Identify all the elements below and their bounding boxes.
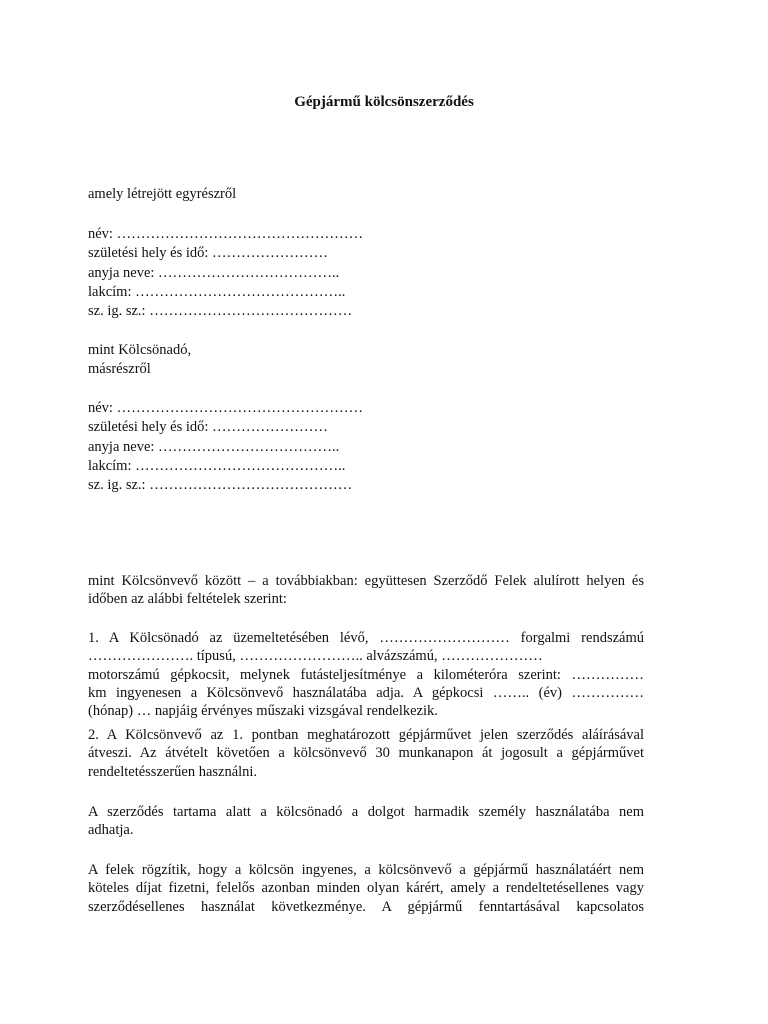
lender-address-field: lakcím: …………………………………….. [88,284,346,300]
lender-mother-field: anyja neve: ……………………………….. [88,265,340,281]
clause-1 [88,629,644,720]
lender-id-field: sz. ig. sz.: …………………………………… [88,303,353,319]
free-loan-line: szerződésellenes használat következménye. A gépjármű fenntartásával kapcsolatos [88,898,644,915]
parties-paragraph [88,572,644,609]
lender-name-field: név: …………………………………………… [88,226,364,242]
clause-2-line: átveszi. Az átvételt követően a kölcsönvevő 30 munkanapon át jogosult a gépjárművet [88,745,644,762]
borrower-birth-field: születési hely és idő: …………………… [88,419,329,435]
lender-role-line: mint Kölcsönadó, [88,342,192,358]
clause-2 [88,726,644,781]
third-party-paragraph [88,803,644,840]
free-loan-line: A felek rögzítik, hogy a kölcsön ingyenes, a kölcsönvevő a gépjármű használatáért nem [88,862,644,878]
borrower-address-field: lakcím: …………………………………….. [88,458,346,474]
clause-2-line: rendeltetésszerűen használni. [88,763,258,780]
borrower-mother-field: anyja neve: ……………………………….. [88,439,340,455]
free-loan-paragraph [88,861,644,916]
parties-line: mint Kölcsönvevő között – a továbbiakban: együttesen Szerződő Felek alulírott helyen és [88,573,644,589]
borrower-id-field: sz. ig. sz.: …………………………………… [88,477,353,493]
parties-line: időben az alábbi feltételek szerint: [88,591,287,608]
clause-2-line: 2. A Kölcsönvevő az 1. pontban meghatározott gépjárművet jelen szerződés aláírásával [88,727,644,743]
intro-line: amely létrejött egyrészről [88,186,237,202]
clause-1-line: km ingyenesen a Kölcsönvevő használatába adja. A gépkocsi …….. (év) …………… [88,684,644,701]
lender-birth-field: születési hely és idő: …………………… [88,245,329,261]
clause-1-line: …………………. típusú, …………………….. alvázszámú, ………………… [88,648,543,665]
third-party-line: A szerződés tartama alatt a kölcsönadó a dolgot harmadik személy használatába nem [88,804,644,820]
free-loan-line: köteles díjat fizetni, felelős azonban minden olyan kárért, amely a rendeltetésellenes vagy [88,880,644,897]
clause-1-line: (hónap) … napjáig érvényes műszaki vizsgával rendelkezik. [88,703,438,720]
borrower-name-field: név: …………………………………………… [88,400,364,416]
page-title: Gépjármű kölcsönszerződés [294,94,474,110]
clause-1-line: 1. A Kölcsönadó az üzemeltetésében lévő, ……………………… forgalmi rendszámú [88,630,644,646]
third-party-line: adhatja. [88,822,134,839]
other-party-line: másrészről [88,361,151,377]
clause-1-line: motorszámú gépkocsit, melynek futásteljesítménye a kilométeróra szerint: …………… [88,666,644,683]
